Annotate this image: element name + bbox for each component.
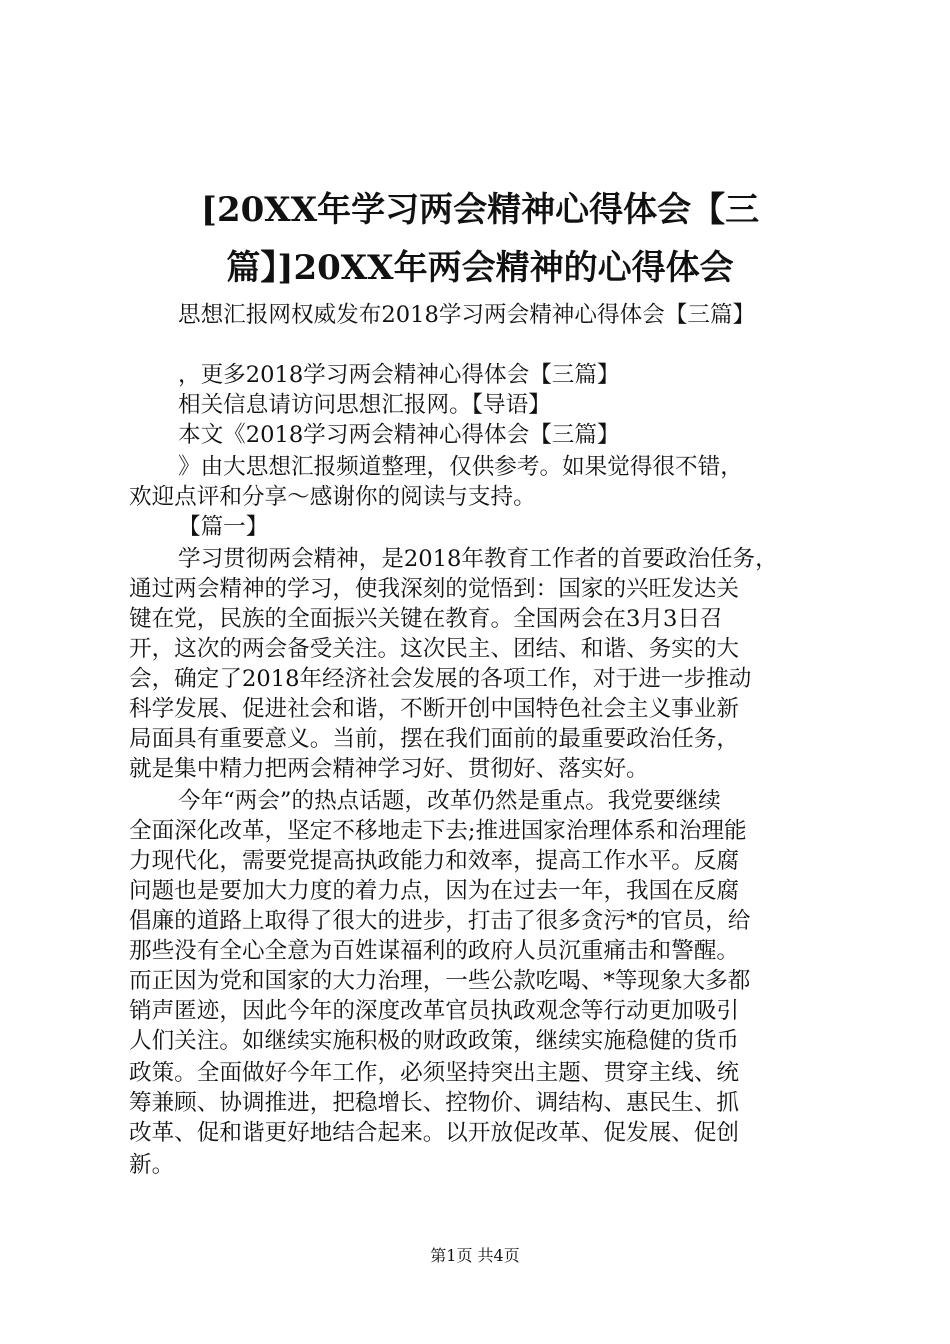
paragraph-line: 键在党，民族的全面振兴关键在教育。全国两会在3月3日召 [129,606,723,632]
paragraph-line: 力现代化，需要党提高执政能力和效率，提高工作水平。反腐 [129,848,740,874]
paragraph-line: 筹兼顾、协调推进，把稳增长、控物价、调结构、惠民生、抓 [129,1090,740,1116]
paragraph-line: 会，确定了2018年经济社会发展的各项工作，对于进一步推动 [129,666,752,692]
paragraph-line: 新。 [129,1152,175,1178]
paragraph-line: 就是集中精力把两会精神学习好、贯彻好、落实好。 [129,756,649,782]
paragraph-line: 改革、促和谐更好地结合起来。以开放促改革、促发展、促创 [129,1120,740,1146]
paragraph-line: 那些没有全心全意为百姓谋福利的政府人员沉重痛击和警醒。 [129,938,740,964]
intro-line: ，更多2018学习两会精神心得体会【三篇】 [178,362,620,388]
paragraph-line: 开，这次的两会备受关注。这次民主、团结、和谐、务实的大 [129,636,740,662]
document-title-line-1: [20XX年学习两会精神心得体会【三 [200,190,760,230]
paragraph-line: 而正因为党和国家的大力治理，一些公款吃喝、*等现象大多都 [129,968,751,994]
intro-line: 相关信息请访问思想汇报网。【导语】 [178,392,551,418]
paragraph-line: 政策。全面做好今年工作，必须坚持突出主题、贯穿主线、统 [129,1060,740,1086]
section-heading: 【篇一】 [178,514,269,540]
paragraph-line: 人们关注。如继续实施积极的财政政策，继续实施稳健的货币 [129,1028,740,1054]
paragraph-line: 通过两会精神的学习，使我深刻的觉悟到：国家的兴旺发达关 [129,576,740,602]
paragraph-line: 全面深化改革，坚定不移地走下去;推进国家治理体系和治理能 [129,818,747,844]
paragraph-line: 倡廉的道路上取得了很大的进步，打击了很多贪污*的官员，给 [129,908,751,934]
intro-line: 思想汇报网权威发布2018学习两会精神心得体会【三篇】 [178,302,756,328]
paragraph-line: 科学发展、促进社会和谐，不断开创中国特色社会主义事业新 [129,696,740,722]
page-number-footer: 第1页 共4页 [430,1246,520,1265]
intro-line: 欢迎点评和分享～感谢你的阅读与支持。 [129,484,536,510]
paragraph-line: 销声匿迹，因此今年的深度改革官员执政观念等行动更加吸引 [129,998,740,1024]
intro-line: 本文《2018学习两会精神心得体会【三篇】 [178,422,620,448]
paragraph-line: 局面具有重要意义。当前，摆在我们面前的最重要政治任务， [129,726,740,752]
paragraph-line: 学习贯彻两会精神，是2018年教育工作者的首要政治任务， [178,546,778,572]
document-title-line-2: 篇】]20XX年两会精神的心得体会 [226,248,734,288]
intro-line: 》由大思想汇报频道整理，仅供参考。如果觉得很不错， [178,454,743,480]
paragraph-line: 今年“两会”的热点话题，改革仍然是重点。我党要继续 [178,788,721,814]
paragraph-line: 问题也是要加大力度的着力点，因为在过去一年，我国在反腐 [129,878,740,904]
